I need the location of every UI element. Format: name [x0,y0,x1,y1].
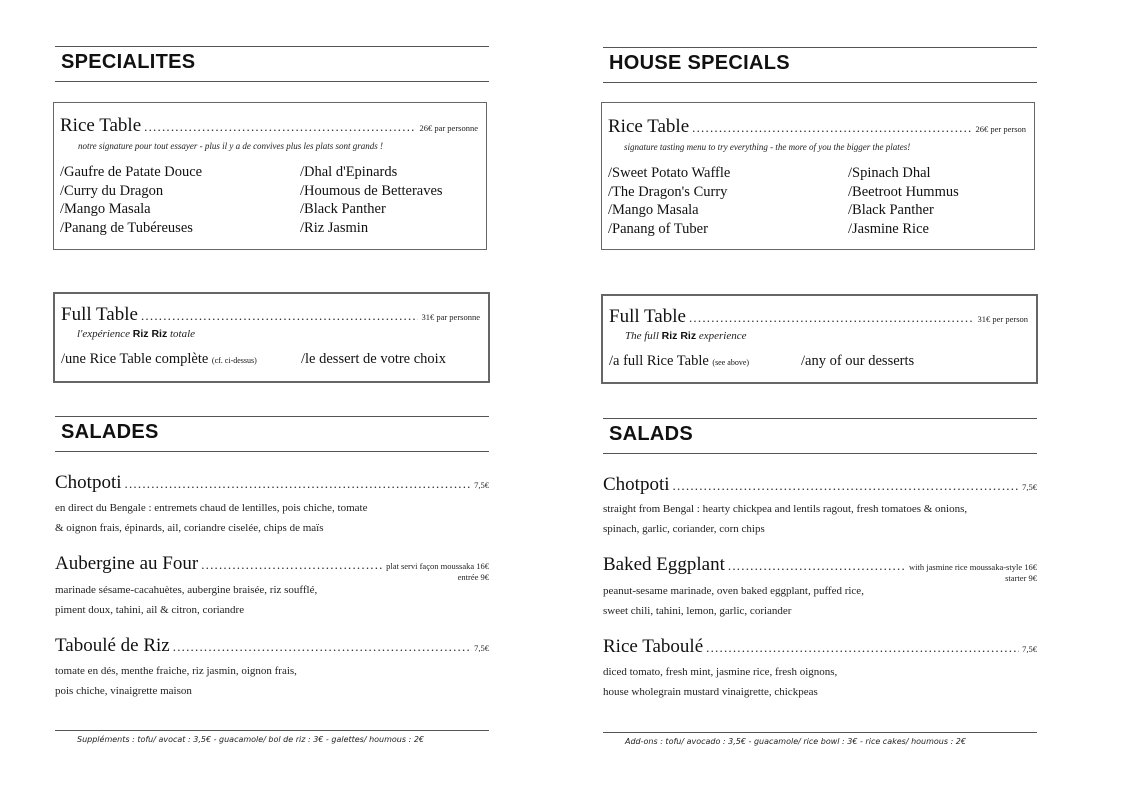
dish-price: 31€ per person [977,314,1028,324]
supplements-note: Suppléments : tofu/ avocat : 3,5€ - guacamole/ bol de riz : 3€ - galettes/ houmous : 2€ [77,735,425,744]
salad-description [55,498,367,538]
dish-name: Taboulé de Riz [55,635,170,656]
dish-price: 7,5€ [474,643,489,653]
list-item: /Sweet Potato Waffle [608,165,731,181]
full-table-box [601,294,1038,384]
full-table-subtitle [77,328,195,340]
salad-taboule [55,635,489,657]
section-header-specialites [55,46,489,82]
list-item: /Mango Masala [60,201,151,217]
section-title: SALADS [609,423,694,445]
salad-baked-eggplant [603,554,1037,576]
dish-name: Aubergine au Four [55,553,199,574]
rice-table-box [601,102,1035,250]
description-line: house wholegrain mustard vinaigrette, chickpeas [603,686,818,698]
dish-price-secondary: starter 9€ [1005,573,1037,583]
description-line: pois chiche, vinaigrette maison [55,685,192,697]
section-header-salads [603,418,1037,454]
description-line: spinach, garlic, coriander, corn chips [603,523,765,535]
dot-leader [173,639,471,655]
dot-leader [141,308,418,324]
brand-name: Riz Riz [661,330,697,342]
list-item: /Black Panther [300,201,386,217]
salad-chotpoti [603,474,1037,496]
full-table-include-2: /any of our desserts [801,353,915,369]
list-item: /Dhal d'Epinards [300,164,398,180]
addons-note: Add-ons : tofu/ avocado : 3,5€ - guacamole/ rice bowl : 3€ - rice cakes/ houmous : 2€ [625,737,966,746]
subtitle-text: totale [169,328,196,340]
dish-price: 7,5€ [1022,482,1037,492]
subtitle-text: experience [698,330,747,342]
dot-leader [125,476,472,492]
dish-name: Chotpoti [603,474,670,495]
dish-price: 7,5€ [474,480,489,490]
description-line: diced tomato, fresh mint, jasmine rice, fresh oignons, [603,666,838,678]
list-item: /Riz Jasmin [300,219,369,236]
include-text: /une Rice Table complète [61,351,209,367]
description-line: sweet chili, tahini, lemon, garlic, coriander [603,605,792,617]
include-text: /a full Rice Table [609,353,709,369]
section-title: SPECIALITES [61,51,196,73]
dot-leader [706,640,1019,656]
dot-leader [673,478,1020,494]
dish-name: Rice Taboulé [603,636,704,657]
list-item: /The Dragon's Curry [608,183,728,200]
dish-name: Rice Table [608,116,690,137]
include-note: (cf. ci-dessus) [211,356,257,365]
list-item: /Houmous de Betteraves [300,182,443,199]
rice-table-heading [608,116,1026,138]
footer-divider [603,732,1037,733]
rice-table-items-col2 [300,163,443,237]
subtitle-text: The full [625,330,659,342]
full-table-heading [609,306,1028,328]
section-title: SALADES [61,421,159,443]
section-title: HOUSE SPECIALS [609,52,790,74]
dot-leader [144,119,416,135]
list-item: /Mango Masala [608,202,699,218]
full-table-heading [61,304,480,326]
description-line: en direct du Bengale : entremets chaud de lentilles, pois chiche, tomate [55,502,368,514]
rice-table-subtitle: signature tasting menu to try everything - the more of you the bigger the plates! [624,142,911,152]
section-header-house-specials [603,47,1037,83]
dot-leader [201,557,383,573]
dish-price: 7,5€ [1022,644,1037,654]
rice-table-items-col1 [60,163,202,237]
rice-table-items-col2 [848,164,959,238]
brand-name: Riz Riz [132,328,168,340]
dish-name: Rice Table [60,115,142,136]
full-table-include-1 [61,351,257,368]
dot-leader [692,120,972,136]
list-item: /Panang de Tubéreuses [60,219,193,236]
dish-name: Full Table [609,306,686,327]
full-table-include-2: /le dessert de votre choix [301,351,446,367]
rice-table-box [53,102,487,250]
dot-leader [728,558,906,574]
salad-description [603,499,967,539]
rice-table-subtitle: notre signature pour tout essayer - plus il y a de convives plus les plats sont grands ! [78,141,384,151]
list-item: /Beetroot Hummus [848,183,959,200]
dish-name: Chotpoti [55,472,122,493]
description-line: & oignon frais, épinards, ail, coriandre ciselée, chips de maïs [55,522,324,534]
dot-leader [689,310,975,326]
dish-price: plat servi façon moussaka 16€ [386,561,489,571]
description-line: marinade sésame-cacahuètes, aubergine braisée, riz soufflé, [55,584,318,596]
salad-description [55,661,297,701]
rice-table-items-col1 [608,164,730,238]
subtitle-text: l'expérience [77,328,131,340]
salad-chotpoti [55,472,489,494]
full-table-include-1 [609,353,749,370]
dish-price-secondary: entrée 9€ [457,572,489,582]
dish-price: 26€ par personne [419,123,478,133]
rice-table-heading [60,115,478,137]
description-line: piment doux, tahini, ail & citron, coriandre [55,604,245,616]
full-table-subtitle [625,330,746,342]
description-line: straight from Bengal : hearty chickpea and lentils ragout, fresh tomatoes & onions, [603,503,968,515]
section-header-salades [55,416,489,452]
list-item: /Jasmine Rice [848,220,929,237]
salad-rice-taboule [603,636,1037,658]
list-item: /Spinach Dhal [848,165,931,181]
include-note: (see above) [712,358,750,367]
dish-price: 31€ par personne [421,312,480,322]
list-item: /Panang of Tuber [608,220,708,237]
dish-price: 26€ per person [975,124,1026,134]
description-line: tomate en dés, menthe fraiche, riz jasmin, oignon frais, [55,665,297,677]
salad-description [603,662,837,702]
footer-divider [55,730,489,731]
description-line: peanut-sesame marinade, oven baked eggplant, puffed rice, [603,585,864,597]
list-item: /Curry du Dragon [60,182,164,199]
full-table-box [53,292,490,383]
dish-price: with jasmine rice moussaka-style 16€ [909,562,1037,572]
salad-aubergine [55,553,489,575]
list-item: /Gaufre de Patate Douce [60,164,203,180]
list-item: /Black Panther [848,202,934,218]
dish-name: Full Table [61,304,138,325]
salad-description [603,581,864,621]
salad-description [55,580,317,620]
dish-name: Baked Eggplant [603,554,725,575]
